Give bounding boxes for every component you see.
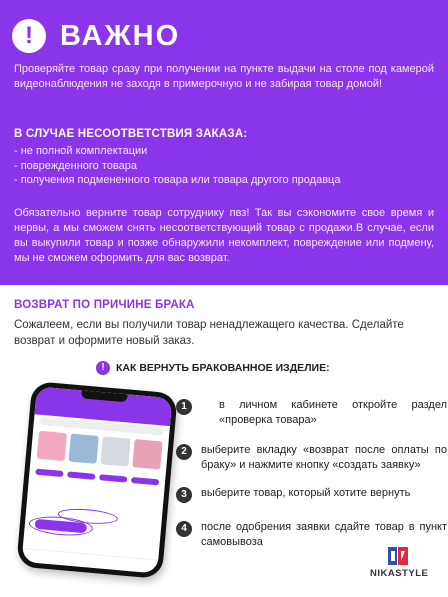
how-to-return-heading bbox=[96, 361, 330, 375]
step-text: выберите вкладку «возврат после оплаты по браку» и нажмите кнопку «создать заявку» bbox=[201, 444, 447, 471]
app-button bbox=[131, 477, 159, 485]
notice-text: Обязательно верните товар сотруднику пвз! Так вы сэкономите свое время и нервы, а мы сможем снять несоответствующий товар с продажи.В случае, если вы выкупили товар и позже обнаружили некомплект, повреждение или подмену, мы не сможем оформить для вас возврат. bbox=[14, 207, 434, 264]
important-banner bbox=[0, 0, 448, 285]
step-number: 4 bbox=[176, 521, 192, 537]
smartphone-illustration bbox=[16, 381, 178, 579]
banner-title: ВАЖНО bbox=[60, 19, 181, 52]
nikastyle-logo-icon bbox=[388, 547, 408, 565]
step-1 bbox=[176, 398, 447, 428]
banner-header bbox=[12, 18, 180, 54]
app-button bbox=[99, 474, 127, 482]
step-2 bbox=[176, 443, 447, 473]
app-tab-bar bbox=[22, 548, 158, 570]
phone-screen bbox=[22, 386, 173, 573]
defect-title: ВОЗВРАТ ПО ПРИЧИНЕ БРАКА bbox=[14, 299, 195, 311]
app-button bbox=[35, 469, 63, 477]
app-button bbox=[67, 471, 95, 479]
step-text: в личном кабинете откройте раздел «проверка товара» bbox=[219, 399, 447, 426]
list-item: - поврежденного товара bbox=[14, 159, 137, 172]
list-item: - не полной комплектации bbox=[14, 145, 148, 157]
step-number: 2 bbox=[176, 444, 192, 460]
step-number: 3 bbox=[176, 487, 192, 503]
step-4 bbox=[176, 520, 447, 550]
product-thumbnail bbox=[69, 434, 99, 464]
list-item: - получения подмененного товара или товара другого продавца bbox=[14, 174, 341, 186]
product-thumbnail bbox=[132, 439, 162, 469]
brand-name: NIKASTYLE bbox=[370, 568, 429, 579]
step-3 bbox=[176, 486, 447, 503]
how-to-return-title: КАК ВЕРНУТЬ БРАКОВАННОЕ ИЗДЕЛИЕ: bbox=[116, 362, 330, 374]
step-text: выберите товар, который хотите вернуть bbox=[201, 487, 411, 499]
exclamation-icon: ! bbox=[96, 361, 110, 375]
exclamation-icon: ! bbox=[12, 19, 46, 53]
defect-text: Сожалеем, если вы получили товар ненадлежащего качества. Сделайте возврат и оформите новый заказ. bbox=[14, 319, 404, 347]
step-text: после одобрения заявки сдайте товар в пункт самовывоза bbox=[201, 521, 447, 548]
step-number: 1 bbox=[176, 399, 192, 415]
mismatch-title: В СЛУЧАЕ НЕСООТВЕТСТВИЯ ЗАКАЗА: bbox=[14, 128, 248, 140]
product-thumbnail bbox=[100, 436, 130, 466]
product-thumbnail bbox=[37, 431, 67, 461]
intro-text: Проверяйте товар сразу при получении на пункте выдачи на столе под камерой видеонаблюдения не заходя в примерочную и не забирая товар домой! bbox=[14, 63, 434, 90]
mismatch-list bbox=[14, 144, 340, 188]
